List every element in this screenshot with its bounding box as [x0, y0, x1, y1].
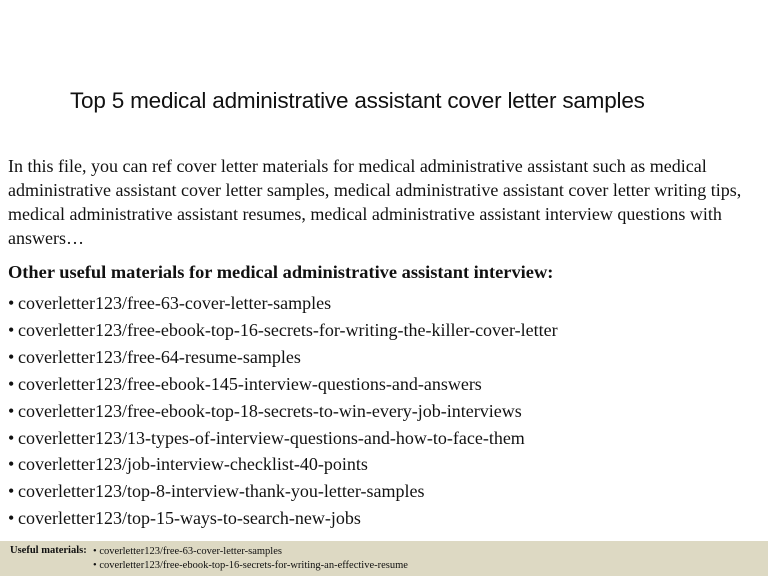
footer-bar: [0, 541, 768, 576]
page-title: Top 5 medical administrative assistant cover letter samples: [70, 88, 645, 113]
bullet-icon: •: [93, 560, 97, 571]
list-item[interactable]: [8, 317, 558, 344]
footer-link-list: [93, 545, 408, 573]
bullet-icon: •: [8, 293, 15, 313]
link-text[interactable]: coverletter123/top-15-ways-to-search-new-jobs: [18, 508, 361, 529]
link-text[interactable]: coverletter123/free-ebook-top-16-secrets-for-writing-the-killer-cover-letter: [18, 319, 558, 340]
bullet-icon: •: [8, 454, 15, 475]
bullet-icon: •: [8, 427, 15, 448]
footer-link-text[interactable]: coverletter123/free-ebook-top-16-secrets-for-writing-an-effective-resume: [99, 560, 408, 571]
list-item[interactable]: [8, 290, 558, 317]
list-item[interactable]: [93, 559, 408, 573]
link-text[interactable]: coverletter123/free-ebook-top-18-secrets-to-win-every-job-interviews: [18, 400, 522, 421]
link-text[interactable]: coverletter123/top-8-interview-thank-you-letter-samples: [18, 481, 425, 502]
list-item[interactable]: [8, 425, 558, 452]
link-text[interactable]: coverletter123/job-interview-checklist-40-points: [18, 454, 368, 475]
list-item[interactable]: [8, 344, 558, 371]
intro-paragraph: In this file, you can ref cover letter materials for medical administrative assistant such as medical administrative assistant cover letter samples, medical administrative assistant cover letter writing tips, medical administrative assistant resumes, medical administrative assistant interview questions with answers…: [8, 156, 742, 248]
bullet-icon: •: [8, 319, 15, 340]
footer-link-text[interactable]: coverletter123/free-63-cover-letter-samples: [99, 546, 282, 557]
bullet-icon: •: [8, 400, 15, 421]
list-item[interactable]: [8, 478, 558, 505]
list-item[interactable]: [8, 505, 558, 532]
bullet-icon: •: [8, 373, 15, 394]
bullet-icon: •: [8, 508, 15, 529]
link-text[interactable]: coverletter123/13-types-of-interview-questions-and-how-to-face-them: [18, 427, 525, 448]
other-materials-heading: Other useful materials for medical administrative assistant interview:: [8, 262, 554, 282]
bullet-icon: •: [8, 481, 15, 502]
list-item[interactable]: [8, 398, 558, 425]
bullet-icon: •: [8, 346, 15, 367]
link-text[interactable]: coverletter123/free-63-cover-letter-samples: [18, 293, 332, 313]
list-item[interactable]: [8, 371, 558, 398]
link-text[interactable]: coverletter123/free-ebook-145-interview-questions-and-answers: [18, 373, 482, 394]
footer-label-separator: :: [83, 545, 87, 556]
list-item[interactable]: [93, 545, 408, 559]
materials-link-list: [8, 290, 558, 532]
bullet-icon: •: [93, 546, 97, 557]
link-text[interactable]: coverletter123/free-64-resume-samples: [18, 346, 301, 367]
footer-label-text: Useful materials: [10, 545, 84, 556]
footer-label: [10, 545, 87, 556]
list-item[interactable]: [8, 451, 558, 478]
